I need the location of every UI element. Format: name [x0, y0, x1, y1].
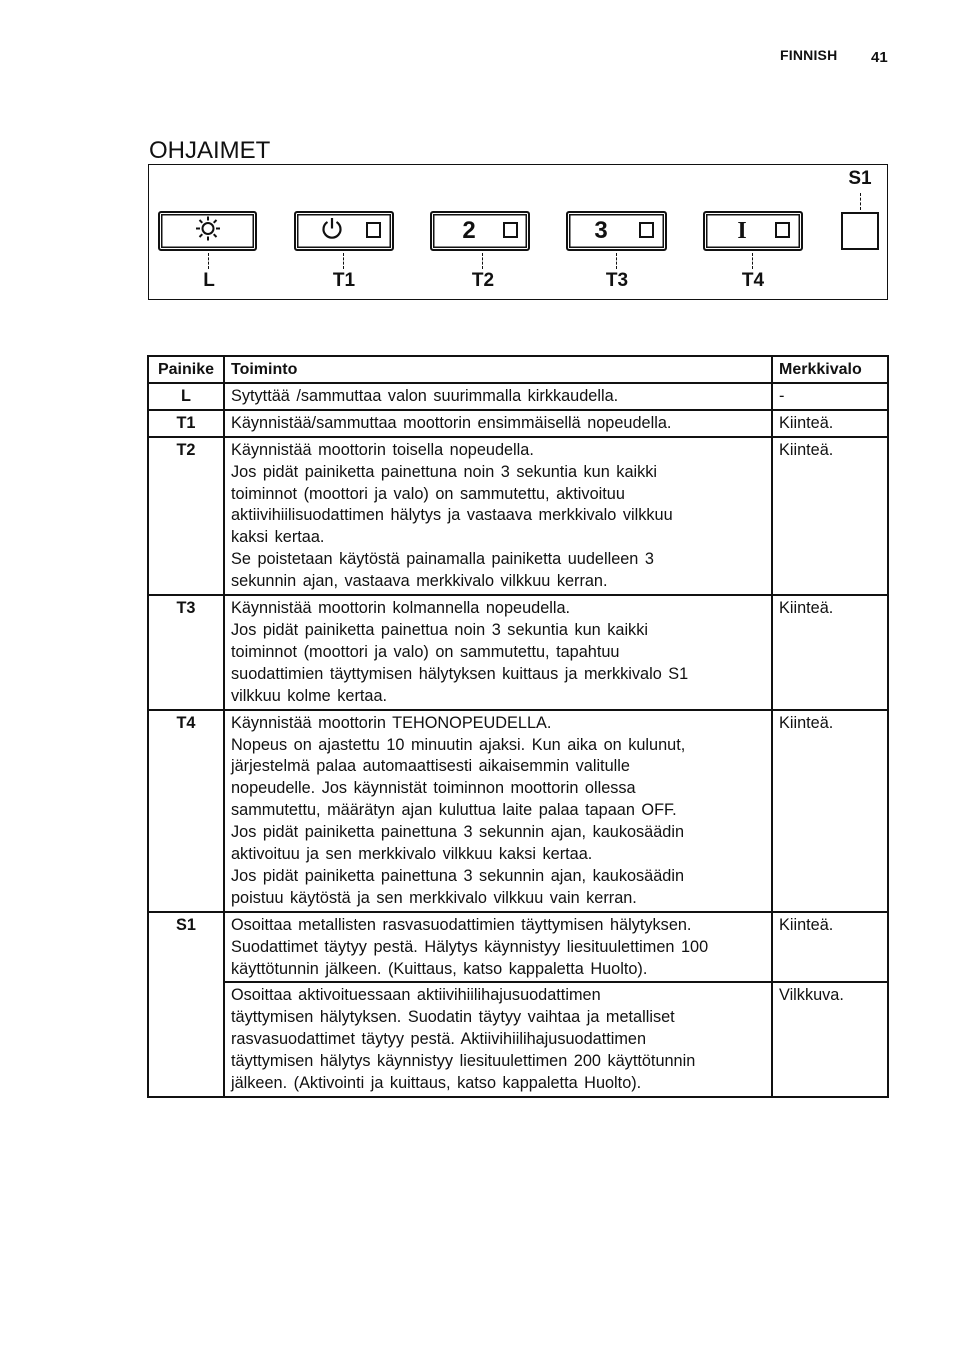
function-line: Käynnistää/sammuttaa moottorin ensimmäisellä nopeudella.: [231, 413, 672, 432]
function-line: Jos pidät painiketta painettuna 3 sekunnin ajan, kaukosäädin: [231, 823, 685, 842]
s1-label: S1: [848, 168, 872, 189]
t2-symbol: 2: [462, 217, 476, 244]
function-line: suodattimien täyttymisen hälytyksen kuittaus ja merkkivalo S1: [231, 664, 689, 683]
row-button-key: T4: [148, 710, 224, 912]
function-line: Se poistetaan käytöstä painamalla painiketta uudelleen 3: [231, 550, 654, 569]
row-button-key: T3: [148, 595, 224, 710]
function-line: kaksi kertaa.: [231, 528, 325, 547]
t2-button: [430, 211, 530, 251]
t3-button: [566, 211, 667, 251]
function-line: Jos pidät painiketta painettuna noin 3 sekuntia kun kaikki: [231, 462, 658, 481]
function-line: toiminnot (moottori ja valo) on sammutettu, aktivoituu: [231, 484, 625, 503]
t4-led: [775, 222, 790, 238]
function-line: nopeudelle. Jos käynnistät toiminnon moottorin ollessa: [231, 779, 636, 798]
table-row: [148, 595, 888, 710]
light-button: [158, 211, 257, 251]
row-indicator: -: [772, 383, 888, 410]
table-row: [148, 982, 888, 1097]
l-leader-line: [208, 253, 209, 269]
row-button-key: T2: [148, 437, 224, 595]
t1-label: T1: [332, 270, 356, 291]
header-language: FINNISH: [780, 47, 838, 63]
l-label: L: [203, 270, 215, 291]
t4-label: T4: [741, 270, 765, 291]
control-panel-diagram: [148, 164, 888, 300]
light-icon: [195, 216, 221, 247]
row-indicator: Kiinteä.: [772, 437, 888, 595]
function-line: poistuu käytöstä ja sen merkkivalo vilkkuu vain kerran.: [231, 888, 637, 907]
t4-leader-line: [752, 253, 753, 269]
table-row: [148, 912, 888, 983]
row-indicator: Kiinteä.: [772, 595, 888, 710]
t3-leader-line: [616, 253, 617, 269]
header-button: Painike: [148, 356, 224, 383]
t4-symbol: I: [737, 218, 747, 244]
t1-button: [294, 211, 394, 251]
page-number: 41: [871, 49, 888, 66]
function-line: Käynnistää moottorin kolmannella nopeudella.: [231, 599, 571, 618]
function-line: Jos pidät painiketta painettuna 3 sekunnin ajan, kaukosäädin: [231, 866, 685, 885]
row-function: [224, 595, 772, 710]
table-row: [148, 383, 888, 410]
table-row: [148, 410, 888, 437]
function-line: Jos pidät painiketta painettua noin 3 sekuntia kun kaikki: [231, 620, 648, 639]
t1-leader-line: [343, 253, 344, 269]
t2-led: [503, 222, 518, 238]
function-line: Osoittaa metallisten rasvasuodattimien täyttymisen hälytyksen.: [231, 915, 692, 934]
function-line: Sytyttää /sammuttaa valon suurimmalla kirkkaudella.: [231, 386, 619, 405]
t1-led: [366, 222, 381, 238]
header-indicator: Merkkivalo: [772, 356, 888, 383]
row-button-key: L: [148, 383, 224, 410]
row-indicator: Vilkkuva.: [772, 982, 888, 1097]
row-indicator: Kiinteä.: [772, 912, 888, 983]
power-icon: [320, 217, 344, 246]
row-button-key: S1: [148, 912, 224, 1097]
t2-label: T2: [471, 270, 495, 291]
function-line: toiminnot (moottori ja valo) on sammutettu, tapahtuu: [231, 642, 620, 661]
t3-led: [639, 222, 654, 238]
t2-leader-line: [482, 253, 483, 269]
table-header-row: [148, 356, 888, 383]
function-line: sekunnin ajan, vastaava merkkivalo vilkkuu kerran.: [231, 572, 608, 591]
function-line: Käynnistää moottorin TEHONOPEUDELLA.: [231, 713, 552, 732]
table-row: [148, 710, 888, 912]
section-title: OHJAIMET: [149, 137, 271, 164]
row-indicator: Kiinteä.: [772, 410, 888, 437]
t4-button: [703, 211, 803, 251]
controls-table: [147, 355, 889, 1098]
function-line: sammutettu, määrätyn ajan kuluttua laite palaa tapaan OFF.: [231, 801, 677, 820]
t3-label: T3: [605, 270, 629, 291]
function-line: rasvasuodattimet täytyy pestä. Aktiivihiilihajusuodattimen: [231, 1030, 647, 1049]
row-indicator: Kiinteä.: [772, 710, 888, 912]
function-line: Suodattimet täytyy pestä. Hälytys käynnistyy liesituulettimen 100: [231, 937, 709, 956]
row-function: [224, 383, 772, 410]
header-function: Toiminto: [224, 356, 772, 383]
function-line: Osoittaa aktivoituessaan aktiivihiilihajusuodattimen: [231, 986, 601, 1005]
row-function: [224, 410, 772, 437]
t3-symbol: 3: [594, 217, 608, 244]
table-row: [148, 437, 888, 595]
function-line: jälkeen. (Aktivointi ja kuittaus, katso kappaletta Huolto).: [231, 1074, 642, 1093]
function-line: Käynnistää moottorin toisella nopeudella.: [231, 440, 534, 459]
function-line: täyttymisen hälytyksen. Suodatin täytyy vaihtaa ja metalliset: [231, 1008, 675, 1027]
function-line: käyttötunnin jälkeen. (Kuittaus, katso kappaletta Huolto).: [231, 959, 648, 978]
s1-indicator-light: [841, 212, 879, 250]
row-button-key: T1: [148, 410, 224, 437]
row-function: [224, 437, 772, 595]
function-line: aktiivihiilisuodattimen hälytys ja vastaava merkkivalo vilkkuu: [231, 506, 673, 525]
s1-leader-line: [860, 193, 861, 210]
row-function: [224, 912, 772, 983]
function-line: täyttymisen hälytys käynnistyy liesituulettimen 200 käyttötunnin: [231, 1052, 696, 1071]
function-line: aktivoituu ja sen merkkivalo vilkkuu kaksi kertaa.: [231, 845, 593, 864]
row-function: [224, 982, 772, 1097]
function-line: vilkkuu kolme kertaa.: [231, 686, 388, 705]
function-line: järjestelmä palaa automaattisesti aikaisemmin valitulle: [231, 757, 630, 776]
function-line: Nopeus on ajastettu 10 minuutin ajaksi. Kun aika on kulunut,: [231, 735, 686, 754]
row-function: [224, 710, 772, 912]
